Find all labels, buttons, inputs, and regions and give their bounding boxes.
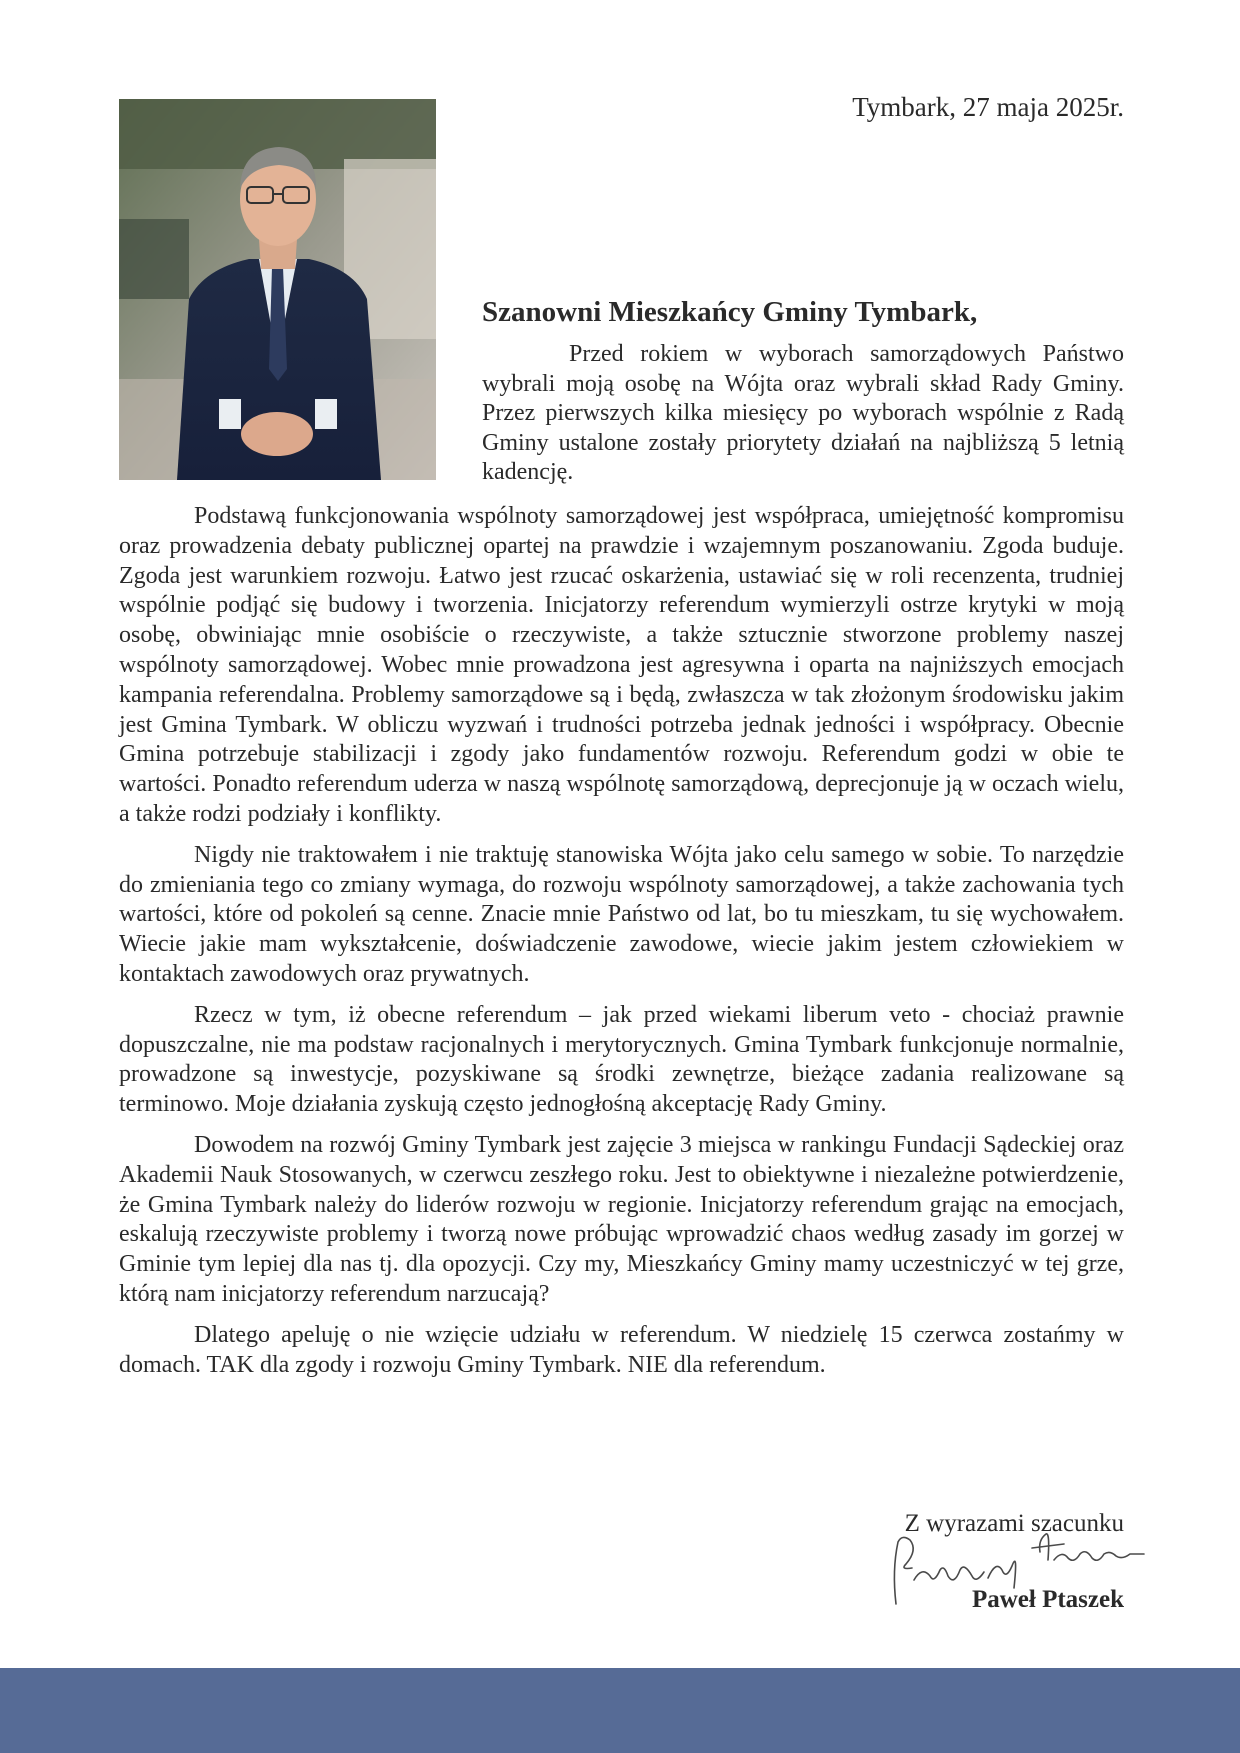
letter-closing: Z wyrazami szacunku bbox=[904, 1510, 1124, 1537]
signer-name: Paweł Ptaszek bbox=[971, 1586, 1124, 1613]
body-paragraph-1: Podstawą funkcjonowania wspólnoty samorządowej jest współpraca, umiejętność kompromisu oraz prowadzenia debaty publicznej opartej na prawdzie i wzajemnym poszanowaniu. Zgoda buduje. Zgoda jest warunkiem rozwoju. Łatwo jest rzucać oskarżenia, ustawiać się w roli recenzenta, trudniej wspólnie podjąć się budowy i tworzenia. Inicjatorzy referendum wymierzyli ostrze krytyki w moją osobę, obwiniając mnie osobiście o rzeczywiste, a także sztucznie stworzone problemy naszej wspólnoty samorządowej. Wobec mnie prowadzona jest agresywna i oparta na najniższych emocjach kampania referendalna. Problemy samorządowe są i będą, zwłaszcza w tak złożonym środowisku jakim jest Gmina Tymbark. W obliczu wyzwań i trudności potrzeba jednak jedności i współpracy. Obecnie Gmina potrzebuje stabilizacji i zgody jako fundamentów rozwoju. Referendum godzi w obie te wartości. Ponadto referendum uderza w naszą wspólnotę samorządową, deprecjonuje ją w oczach wielu, a także rodzi podziały i konflikty. bbox=[119, 503, 1124, 827]
letter-greeting: Szanowni Mieszkańcy Gminy Tymbark, bbox=[482, 296, 978, 328]
body-paragraph-4: Dowodem na rozwój Gminy Tymbark jest zajęcie 3 miejsca w rankingu Fundacji Sądeckiej oraz Akademii Nauk Stosowanych, w czerwcu zeszłego roku. Jest to obiektywne i niezależne potwierdzenie, że Gmina Tymbark należy do liderów rozwoju w regionie. Inicjatorzy referendum grając na emocjach, eskalują rzeczywiste problemy i tworzą nowe próbując wprowadzić chaos według zasady im gorzej w Gminie tym lepiej dla nas tj. dla opozycji. Czy my, Mieszkańcy Gminy mamy uczestniczyć w tej grze, którą nam inicjatorzy referendum narzucają? bbox=[119, 1131, 1124, 1307]
letter-date: Tymbark, 27 maja 2025r. bbox=[852, 92, 1124, 122]
portrait-photo bbox=[119, 99, 436, 480]
letter-body bbox=[119, 502, 1124, 1391]
intro-paragraph: Przed rokiem w wyborach samorządowych Państwo wybrali moją osobę na Wójta oraz wybrali skład Rady Gminy. Przez pierwszych kilka miesięcy po wyborach wspólnie z Radą Gminy ustalone zostały priorytety działań na najbliższą 5 letnią kadencję. bbox=[482, 341, 1124, 485]
footer-bar bbox=[0, 1668, 1240, 1753]
body-paragraph-5: Dlatego apeluję o nie wzięcie udziału w referendum. W niedzielę 15 czerwca zostańmy w domach. TAK dla zgody i rozwoju Gminy Tymbark. NIE dla referendum. bbox=[119, 1321, 1124, 1378]
body-paragraph-2: Nigdy nie traktowałem i nie traktuję stanowiska Wójta jako celu samego w sobie. To narzędzie do zmieniania tego co zmiany wymaga, do rozwoju wspólnoty samorządowej, a także zachowania tych wartości, które od pokoleń są cenne. Znacie mnie Państwo od lat, bo tu mieszkam, tu się wychowałem. Wiecie jakie mam wykształcenie, doświadczenie zawodowe, wiecie jakim jestem człowiekiem w kontaktach zawodowych oraz prywatnych. bbox=[119, 841, 1124, 987]
letter-intro bbox=[482, 340, 1124, 488]
body-paragraph-3: Rzecz w tym, iż obecne referendum – jak przed wiekami liberum veto - chociaż prawnie dopuszczalne, nie ma podstaw racjonalnych i merytorycznych. Gmina Tymbark funkcjonuje normalnie, prowadzone są inwestycje, pozyskiwane są środki zewnętrze, bieżące zadania realizowane są terminowo. Moje działania zyskują często jednogłośną akceptację Rady Gminy. bbox=[119, 1001, 1124, 1118]
